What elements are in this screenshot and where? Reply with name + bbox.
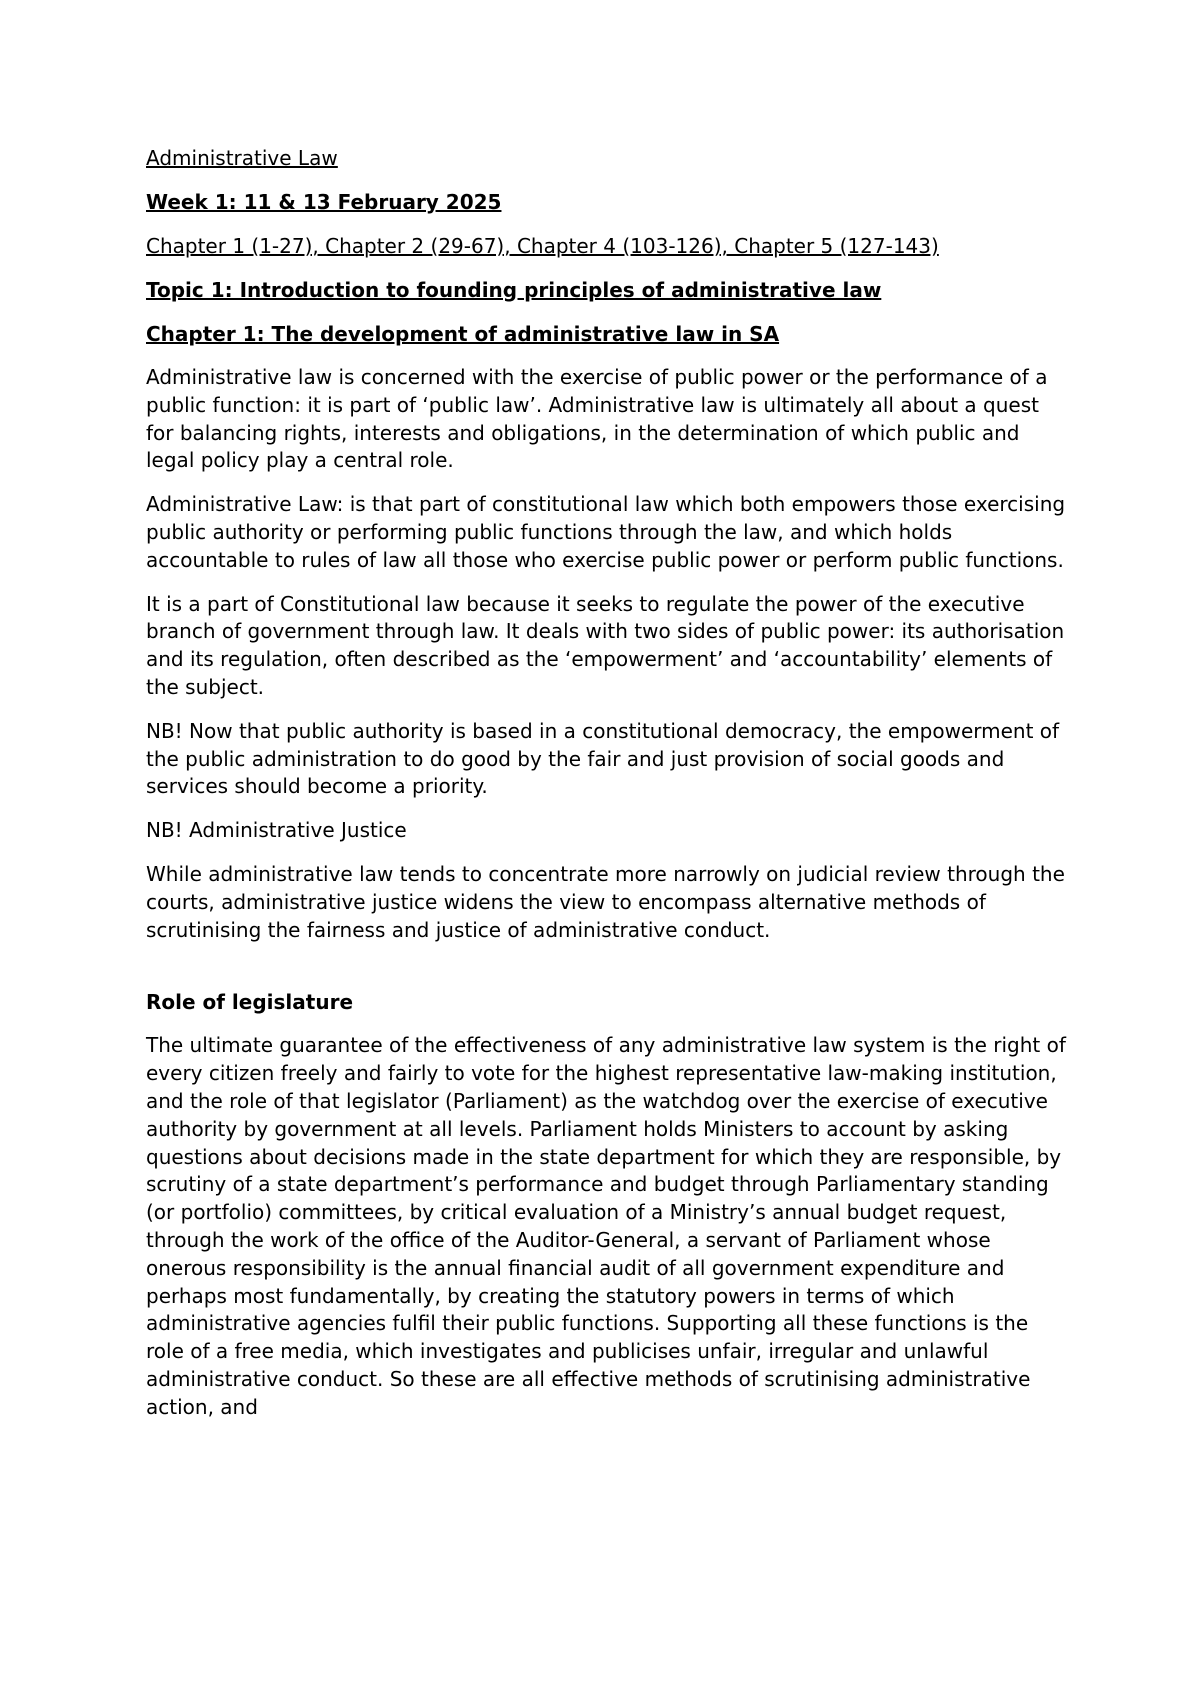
paragraph-definition: Administrative law is concerned with the exercise of public power or the performance of a public function: it is part of ‘public law’. Administrative law is ultimately all about a quest for balancing rights, interests and obligations, in the determination of which public and legal policy play a central role. xyxy=(146,365,1048,473)
document-title xyxy=(146,144,1066,172)
paragraph-judicial-review: While administrative law tends to concentrate more narrowly on judicial review through the courts, administrative justice widens the view to encompass alternative methods of scrutinising the fairness and justice of administrative conduct. xyxy=(146,861,1065,942)
document-title-text: Administrative Law xyxy=(146,146,338,170)
chapter-reading-list: Chapter 1 (1-27), Chapter 2 (29-67), Chapter 4 (103-126), Chapter 5 (127-143) xyxy=(146,234,939,258)
paragraph-role-of-legislature: The ultimate guarantee of the effectiveness of any administrative law system is the right of every citizen freely and fairly to vote for the highest representative law-making institution, and the role of that legislator (Parliament) as the watchdog over the exercise of executive authority by government at all levels. Parliament holds Ministers to account by asking questions about decisions made in the state department for which they are responsible, by scrutiny of a state department’s performance and budget through Parliamentary standing (or portfolio) committees, by critical evaluation of a Ministry’s annual budget request, through the work of the office of the Auditor-General, a servant of Parliament whose onerous responsibility is the annual financial audit of all government expenditure and perhaps most fundamentally, by creating the statutory powers in terms of which administrative agencies fulfil their public functions. Supporting all these functions is the role of a free media, which investigates and publicises unfair, irregular and unlawful administrative conduct. So these are all effective methods of scrutinising administrative action, and xyxy=(146,1033,1066,1419)
topic-heading: Topic 1: Introduction to founding principles of administrative law xyxy=(146,278,882,302)
week-heading: Week 1: 11 & 13 February 2025 xyxy=(146,190,502,214)
paragraph-constitutional-law: It is a part of Constitutional law because it seeks to regulate the power of the executive branch of government through law. It deals with two sides of public power: its authorisation and its regulation, often described as the ‘empowerment’ and ‘accountability’ elements of the subject. xyxy=(146,591,1065,699)
paragraph-nb-administrative-justice: NB! Administrative Justice xyxy=(146,818,407,843)
paragraph-administrative-law: Administrative Law: is that part of constitutional law which both empowers those exercising public authority or performing public functions through the law, and which holds accountable to rules of law all those who exercise public power or perform public functions. xyxy=(146,492,1066,572)
blank-line xyxy=(146,960,1066,988)
paragraph-nb-public-authority: NB! Now that public authority is based in a constitutional democracy, the empowerment of the public administration to do good by the fair and just provision of social goods and services should become a priority. xyxy=(146,718,1060,799)
document-page xyxy=(146,144,1066,1422)
section-heading-role-of-legislature: Role of legislature xyxy=(146,990,354,1015)
chapter-heading: Chapter 1: The development of administrative law in SA xyxy=(146,322,780,346)
